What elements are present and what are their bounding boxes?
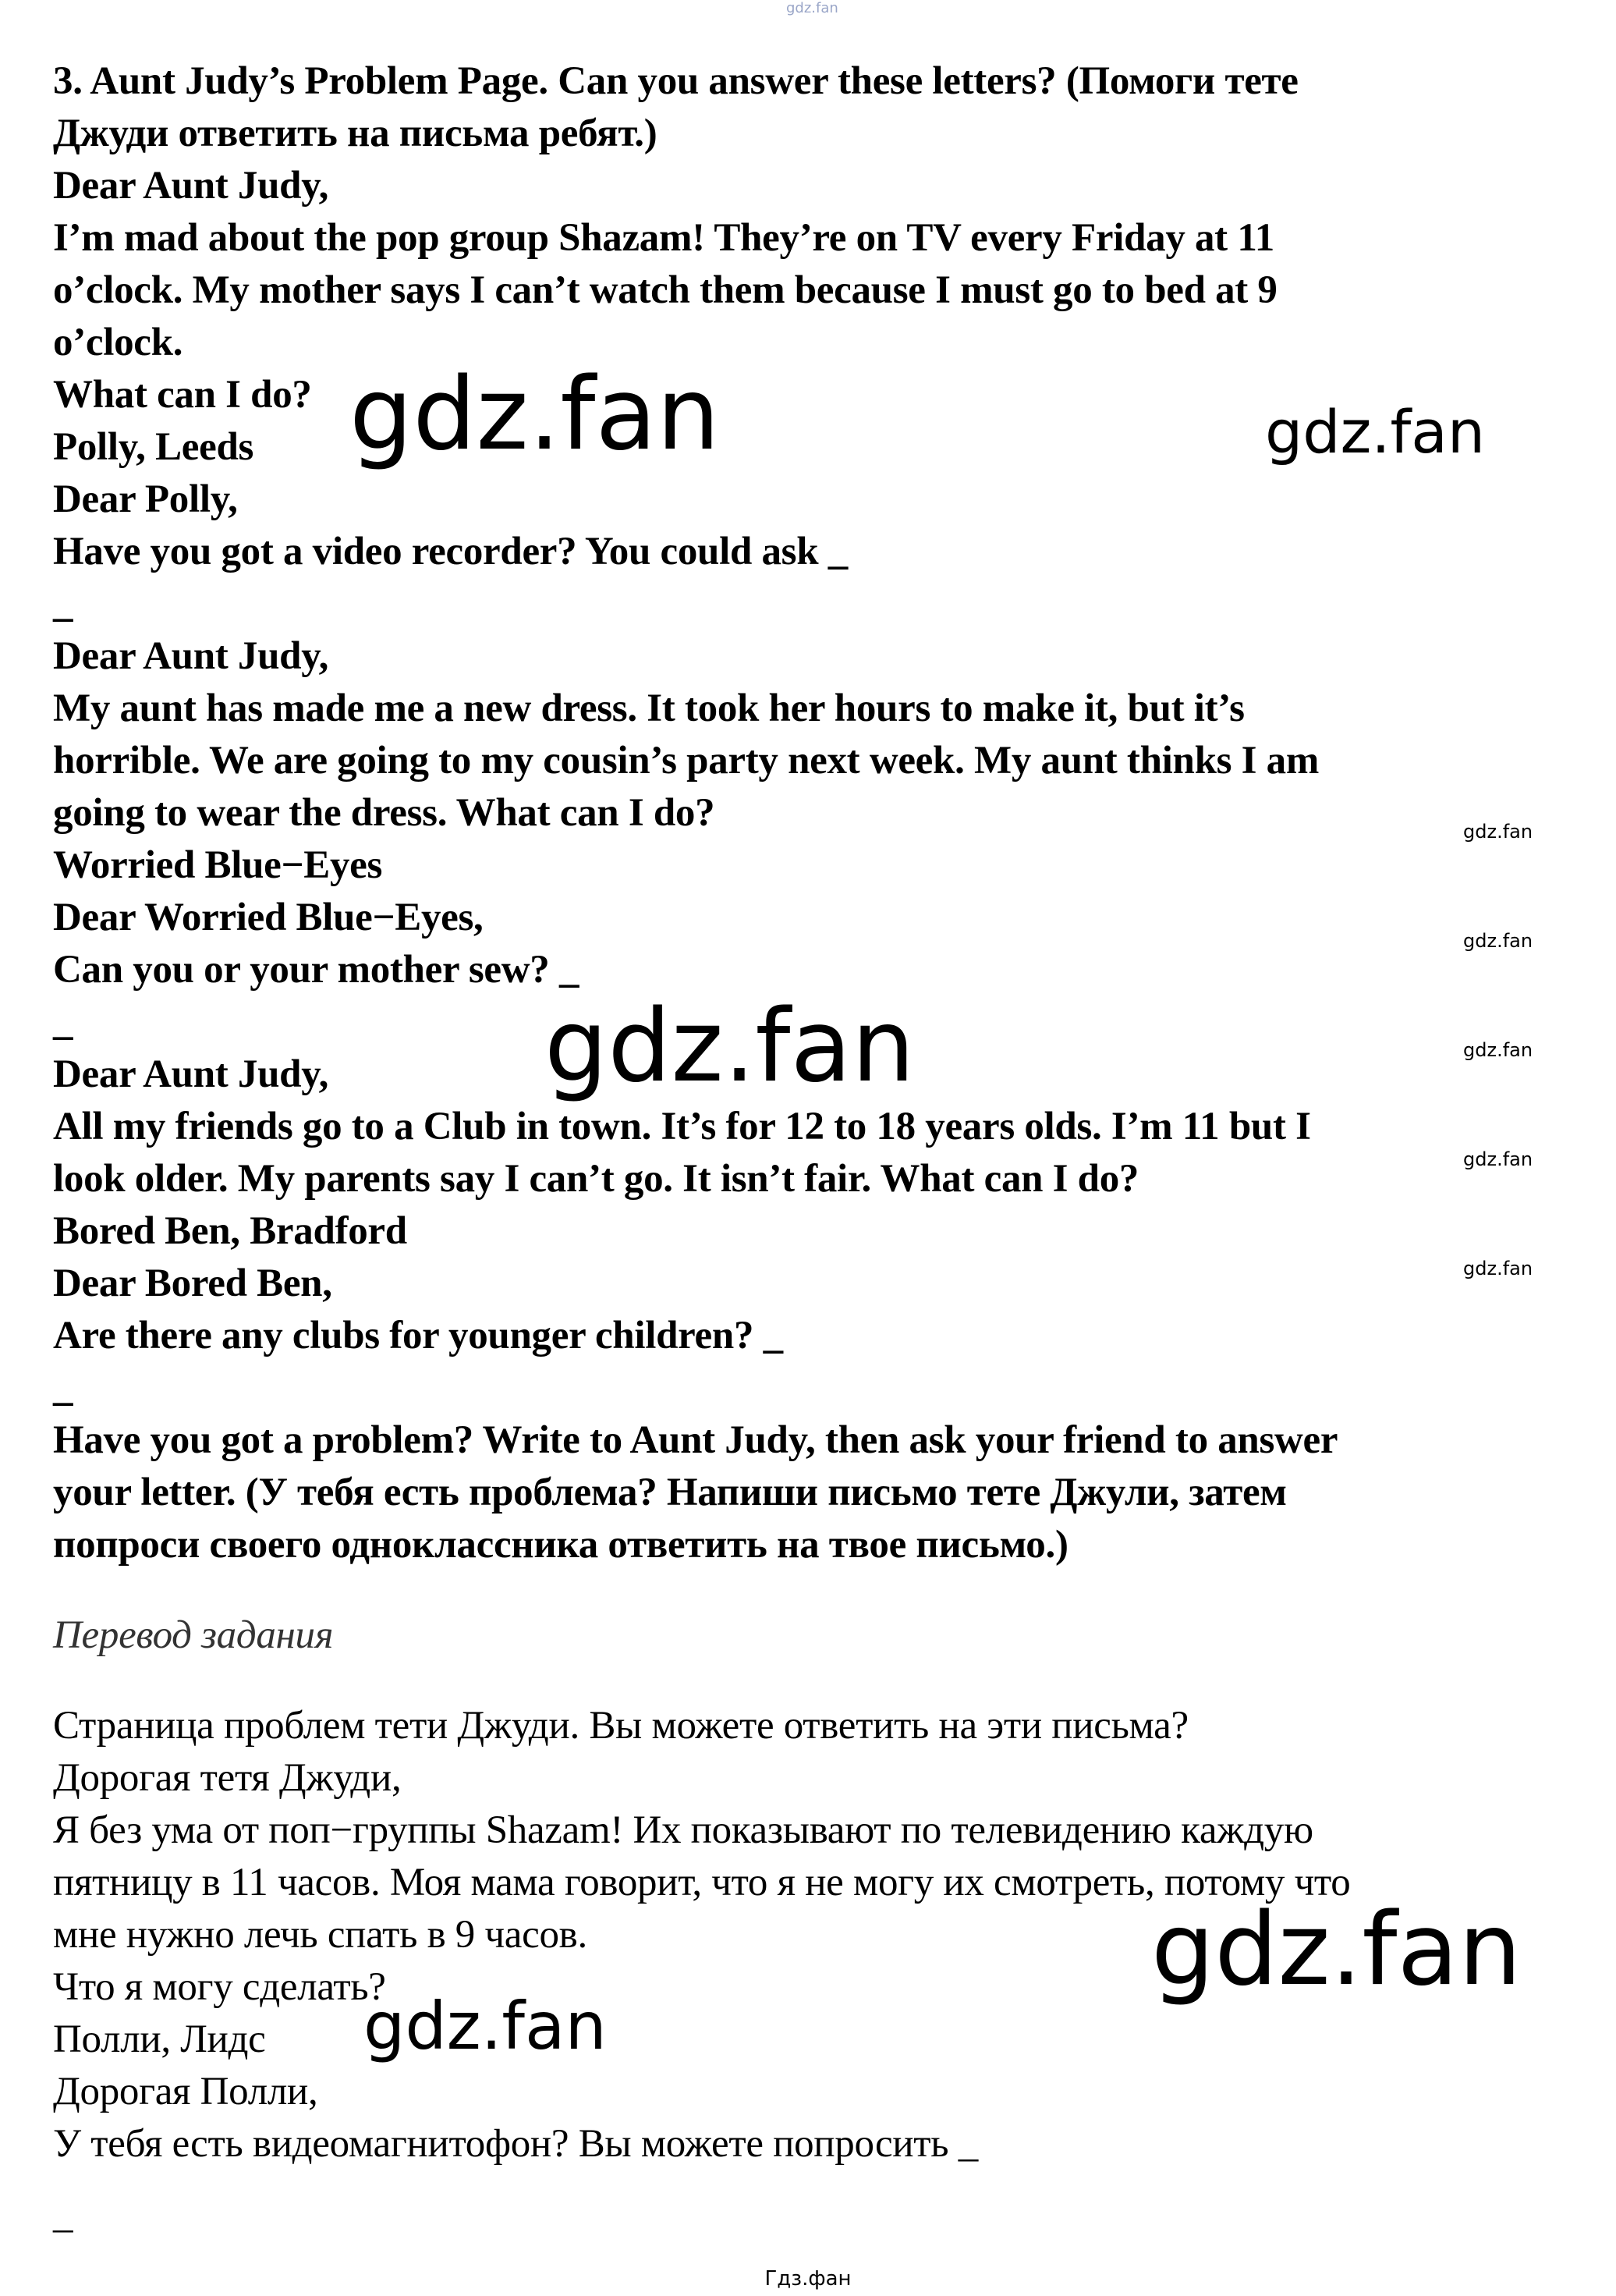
reply-1-greeting: Dear Polly, [53, 477, 238, 521]
letter-1-body-line: I’m mad about the pop group Shazam! They’re on TV every Friday at 11 [53, 216, 1274, 260]
translation-line: Дорогая Полли, [53, 2070, 318, 2113]
reply-2-greeting: Dear Worried Blue−Eyes, [53, 896, 484, 939]
translation-heading: Перевод задания [53, 1613, 334, 1657]
letter-3-body-line: look older. My parents say I can’t go. It isn’t fair. What can I do? [53, 1157, 1139, 1201]
letter-2-body-line: horrible. We are going to my cousin’s party next week. My aunt thinks I am [53, 739, 1320, 782]
letter-1-greeting: Dear Aunt Judy, [53, 164, 329, 208]
reply-2-blank: _ [53, 1000, 73, 1044]
reply-3-blank: _ [53, 1366, 73, 1410]
task-footer-line: your letter. (У тебя есть проблема? Напиши письмо тете Джули, затем [53, 1471, 1287, 1514]
translation-line: Страница проблем тети Джуди. Вы можете ответить на эти письма? [53, 1704, 1189, 1748]
reply-2-body: Can you or your mother sew? _ [53, 948, 579, 992]
letter-1-body-line: o’clock. My mother says I can’t watch them because I must go to bed at 9 [53, 268, 1278, 312]
watermark-small: gdz.fan [1463, 1258, 1533, 1279]
watermark-large: gdz.fan [349, 357, 720, 473]
task-footer-line: Have you got a problem? Write to Aunt Judy, then ask your friend to answer [53, 1418, 1338, 1462]
watermark-small: gdz.fan [1463, 821, 1533, 843]
letter-1-question: What can I do? [53, 373, 312, 417]
watermark-large: gdz.fan [544, 988, 915, 1105]
reply-1-blank: _ [53, 582, 73, 626]
letter-2-signature: Worried Blue−Eyes [53, 843, 383, 887]
letter-2-body-line: My aunt has made me a new dress. It took her hours to make it, but it’s [53, 687, 1245, 730]
letter-3-body-line: All my friends go to a Club in town. It’s for 12 to 18 years olds. I’m 11 but I [53, 1105, 1311, 1148]
translation-line: пятницу в 11 часов. Моя мама говорит, что я не могу их смотреть, потому что [53, 1861, 1351, 1904]
reply-3-body: Are there any clubs for younger children? _ [53, 1314, 783, 1357]
reply-3-greeting: Dear Bored Ben, [53, 1262, 332, 1305]
watermark-small: gdz.fan [1463, 930, 1533, 952]
translation-line: мне нужно лечь спать в 9 часов. [53, 1913, 587, 1957]
translation-line: Я без ума от поп−группы Shazam! Их показывают по телевидению каждую [53, 1808, 1313, 1852]
letter-1-body-line: o’clock. [53, 321, 183, 364]
translation-line: У тебя есть видеомагнитофон? Вы можете попросить _ [53, 2122, 978, 2166]
translation-line: Что я могу сделать? [53, 1965, 386, 2009]
watermark-top: gdz.fan [786, 0, 838, 16]
letter-3-signature: Bored Ben, Bradford [53, 1209, 407, 1253]
page-footer: Гдз.фан [764, 2267, 852, 2291]
watermark-small: gdz.fan [1463, 1039, 1533, 1061]
watermark-large: gdz.fan [1265, 397, 1486, 467]
letter-2-greeting: Dear Aunt Judy, [53, 634, 329, 678]
watermark-small: gdz.fan [1463, 1148, 1533, 1170]
letter-3-greeting: Dear Aunt Judy, [53, 1052, 329, 1096]
letter-2-body-line: going to wear the dress. What can I do? [53, 791, 715, 835]
task-heading-line-1: 3. Aunt Judy’s Problem Page. Can you answer these letters? (Помоги тете [53, 59, 1299, 103]
watermark-large: gdz.fan [363, 1988, 607, 2064]
letter-1-signature: Polly, Leeds [53, 425, 254, 469]
translation-line: _ [53, 2193, 73, 2237]
translation-line: Дорогая тетя Джуди, [53, 1756, 402, 1800]
translation-line: Полли, Лидс [53, 2017, 266, 2061]
reply-1-body: Have you got a video recorder? You could ask _ [53, 530, 848, 573]
task-heading-line-2: Джуди ответить на письма ребят.) [53, 112, 657, 155]
task-footer-line: попроси своего одноклассника ответить на твое письмо.) [53, 1523, 1068, 1567]
watermark-large: gdz.fan [1151, 1892, 1522, 2008]
